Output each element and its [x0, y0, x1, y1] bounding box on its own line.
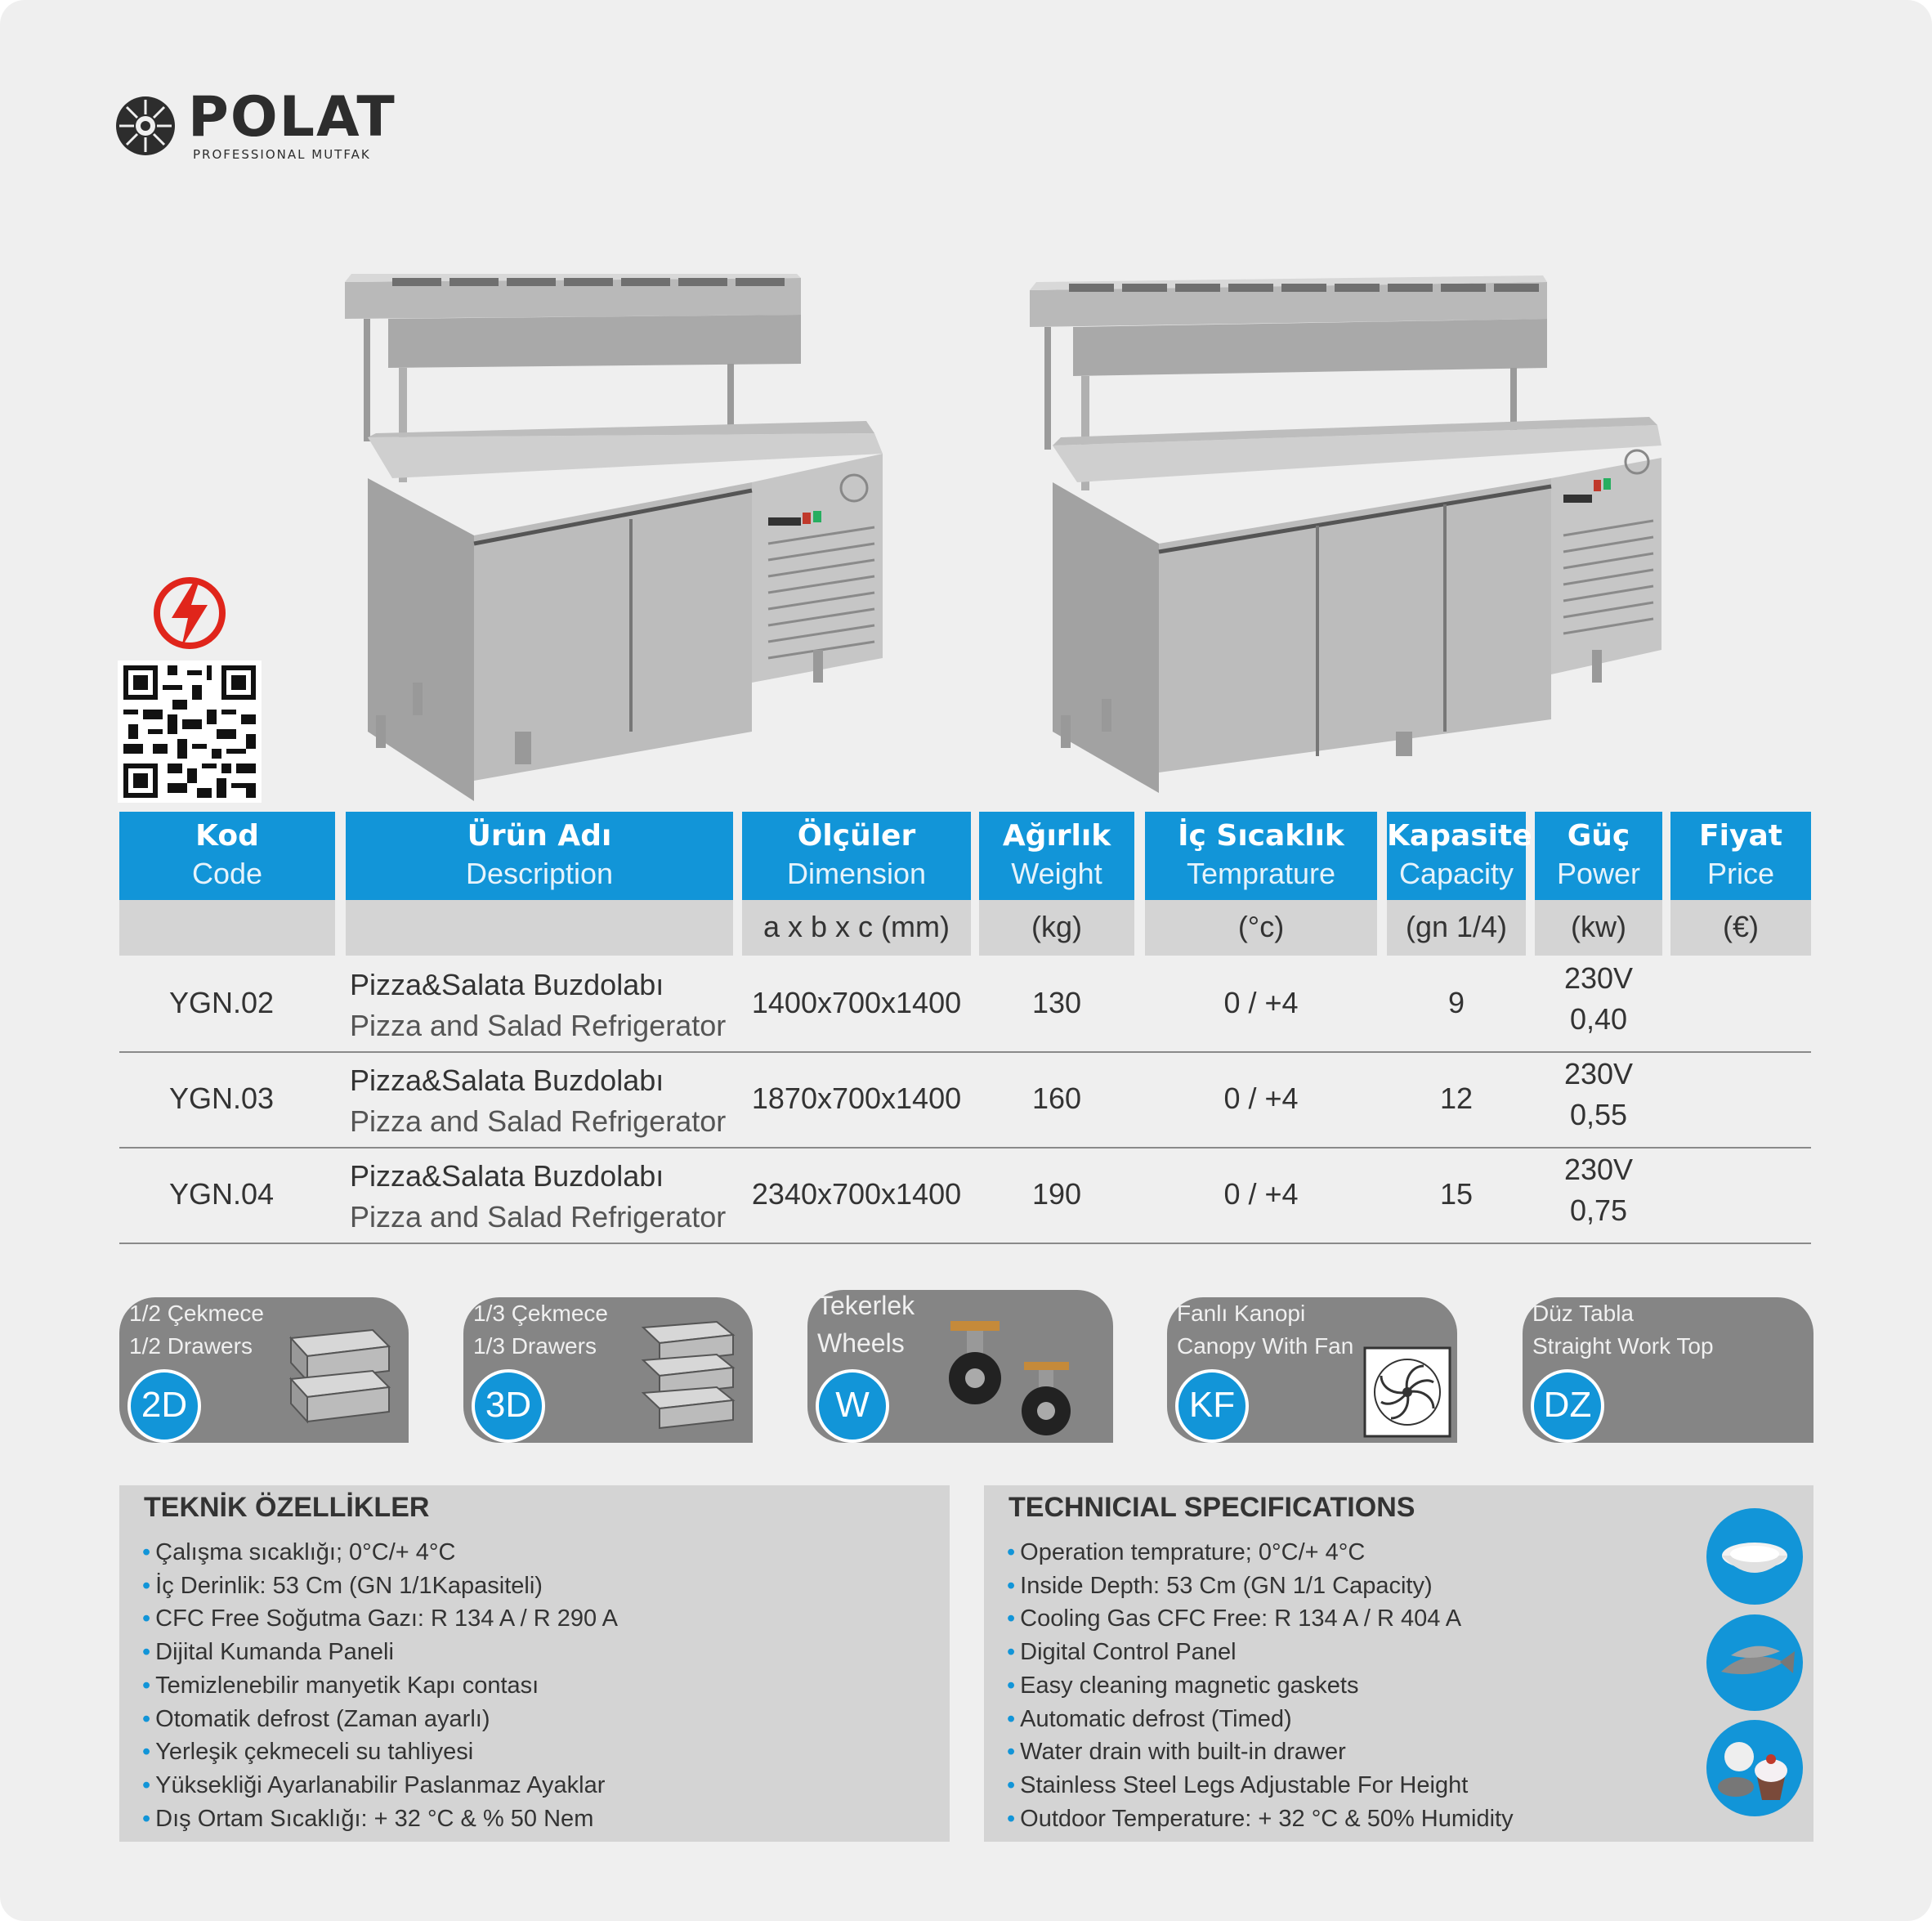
- option-code-badge: 2D: [127, 1369, 201, 1443]
- fish-icon: [1706, 1614, 1803, 1711]
- row-divider: [119, 1243, 1811, 1244]
- header-weight: Ağırlık Weight: [979, 812, 1134, 900]
- header-description: Ürün Adı Description: [346, 812, 733, 900]
- option-code-badge: KF: [1175, 1369, 1249, 1443]
- unit-capacity: (gn 1/4): [1387, 900, 1526, 956]
- list-item: • Easy cleaning magnetic gaskets: [1007, 1672, 1359, 1699]
- option-label: Tekerlek Wheels: [817, 1291, 915, 1358]
- specs-turkish: [119, 1485, 950, 1842]
- qr-code-icon: [118, 660, 262, 803]
- row-weight: 130: [1031, 986, 1082, 1019]
- unit-price: (€): [1670, 900, 1811, 956]
- specs-english: [984, 1485, 1813, 1842]
- table-row: [119, 958, 1811, 1053]
- product-image-ygn02: [343, 274, 887, 801]
- option-label: 1/2 Çekmece 1/2 Drawers: [129, 1301, 264, 1359]
- specs-list: [142, 1536, 618, 1835]
- row-power: 230V 0,40: [1563, 961, 1634, 1036]
- header-dimension: Ölçüler Dimension: [742, 812, 971, 900]
- header-code: Kod Code: [119, 812, 335, 900]
- specs-list: [1007, 1536, 1514, 1835]
- option-label: Fanlı Kanopi Canopy With Fan: [1177, 1301, 1354, 1359]
- row-capacity: 9: [1447, 986, 1465, 1019]
- soup-bowl-icon: [1706, 1508, 1803, 1605]
- specs-title: TECHNICIAL SPECIFICATIONS: [1008, 1492, 1415, 1523]
- drawer-tray-icon: [635, 1315, 741, 1438]
- table-row: [119, 1054, 1811, 1149]
- option-label: 1/3 Çekmece 1/3 Drawers: [473, 1301, 608, 1359]
- row-code: YGN.03: [168, 1081, 275, 1115]
- list-item: • Outdoor Temperature: + 32 °C & 50% Humidity: [1007, 1805, 1514, 1832]
- brand-tagline: PROFESSIONAL MUTFAK: [193, 147, 371, 162]
- list-item: • Automatic defrost (Timed): [1007, 1705, 1292, 1732]
- unit-power: (kw): [1535, 900, 1662, 956]
- row-temperature: 0 / +4: [1223, 1177, 1299, 1211]
- row-temperature: 0 / +4: [1223, 986, 1299, 1019]
- option-dz: [1523, 1297, 1813, 1443]
- option-2d: [119, 1297, 409, 1443]
- list-item: • Dijital Kumanda Paneli: [142, 1639, 394, 1666]
- row-power: 230V 0,55: [1563, 1057, 1634, 1131]
- list-item: • Yerleşik çekmeceli su tahliyesi: [142, 1739, 474, 1766]
- row-temperature: 0 / +4: [1223, 1081, 1299, 1115]
- row-dimension: 2340x700x1400: [751, 1177, 962, 1211]
- list-item: • Digital Control Panel: [1007, 1639, 1237, 1666]
- header-power: Güç Power: [1535, 812, 1662, 900]
- product-image-ygn03: [1028, 266, 1666, 793]
- dessert-icon: [1706, 1720, 1803, 1816]
- wheel-caster-icon: [942, 1305, 1106, 1440]
- unit-weight: (kg): [979, 900, 1134, 956]
- list-item: • Water drain with built-in drawer: [1007, 1739, 1346, 1766]
- row-name: Pizza&Salata Buzdolabı Pizza and Salad Refrigerator: [350, 968, 727, 1042]
- row-divider: [119, 1051, 1811, 1053]
- row-divider: [119, 1147, 1811, 1149]
- list-item: • CFC Free Soğutma Gazı: R 134 A / R 290 A: [142, 1605, 618, 1632]
- brand-name: POLAT: [188, 85, 396, 150]
- list-item: • Temizlenebilir manyetik Kapı contası: [142, 1672, 539, 1699]
- unit-code: [119, 900, 335, 956]
- row-name: Pizza&Salata Buzdolabı Pizza and Salad Refrigerator: [350, 1063, 727, 1138]
- specs-title: TEKNİK ÖZELLİKLER: [144, 1492, 430, 1523]
- energy-bolt-icon: [149, 572, 230, 654]
- option-code-badge: DZ: [1531, 1369, 1604, 1443]
- list-item: • Inside Depth: 53 Cm (GN 1/1 Capacity): [1007, 1572, 1433, 1599]
- option-wheels: [807, 1290, 1113, 1443]
- list-item: • Yüksekliği Ayarlanabilir Paslanmaz Ayaklar: [142, 1771, 606, 1798]
- list-item: • Cooling Gas CFC Free: R 134 A / R 404 A: [1007, 1605, 1462, 1632]
- unit-description: [346, 900, 733, 956]
- list-item: • Stainless Steel Legs Adjustable For Height: [1007, 1771, 1469, 1798]
- list-item: • Operation temprature; 0°C/+ 4°C: [1007, 1539, 1366, 1565]
- table-row: [119, 1149, 1811, 1244]
- brand-logo: [114, 85, 400, 162]
- list-item: • Otomatik defrost (Zaman ayarlı): [142, 1705, 490, 1732]
- row-capacity: 12: [1439, 1081, 1474, 1115]
- option-code-badge: W: [816, 1369, 889, 1443]
- row-name: Pizza&Salata Buzdolabı Pizza and Salad Refrigerator: [350, 1159, 727, 1234]
- list-item: • Çalışma sıcaklığı; 0°C/+ 4°C: [142, 1539, 456, 1565]
- list-item: • İç Derinlik: 53 Cm (GN 1/1Kapasiteli): [142, 1572, 543, 1599]
- row-weight: 190: [1031, 1177, 1082, 1211]
- option-label: Düz Tabla Straight Work Top: [1532, 1301, 1714, 1359]
- row-power: 230V 0,75: [1563, 1153, 1634, 1227]
- unit-temperature: (°c): [1145, 900, 1377, 956]
- header-temperature: İç Sıcaklık Temprature: [1145, 812, 1377, 900]
- drawer-tray-icon: [283, 1322, 397, 1436]
- polat-emblem-icon: [114, 95, 177, 157]
- option-code-badge: 3D: [472, 1369, 545, 1443]
- row-dimension: 1400x700x1400: [751, 986, 962, 1019]
- row-capacity: 15: [1439, 1177, 1474, 1211]
- row-dimension: 1870x700x1400: [751, 1081, 962, 1115]
- list-item: • Dış Ortam Sıcaklığı: + 32 °C & % 50 Nem: [142, 1805, 594, 1832]
- header-capacity: Kapasite Capacity: [1387, 812, 1526, 900]
- option-3d: [463, 1297, 753, 1443]
- row-weight: 160: [1031, 1081, 1082, 1115]
- header-price: Fiyat Price: [1670, 812, 1811, 900]
- unit-dimension: a x b x c (mm): [742, 900, 971, 956]
- row-code: YGN.04: [168, 1177, 275, 1211]
- option-kf: [1167, 1297, 1457, 1443]
- row-code: YGN.02: [168, 986, 275, 1019]
- fan-icon: [1363, 1346, 1451, 1438]
